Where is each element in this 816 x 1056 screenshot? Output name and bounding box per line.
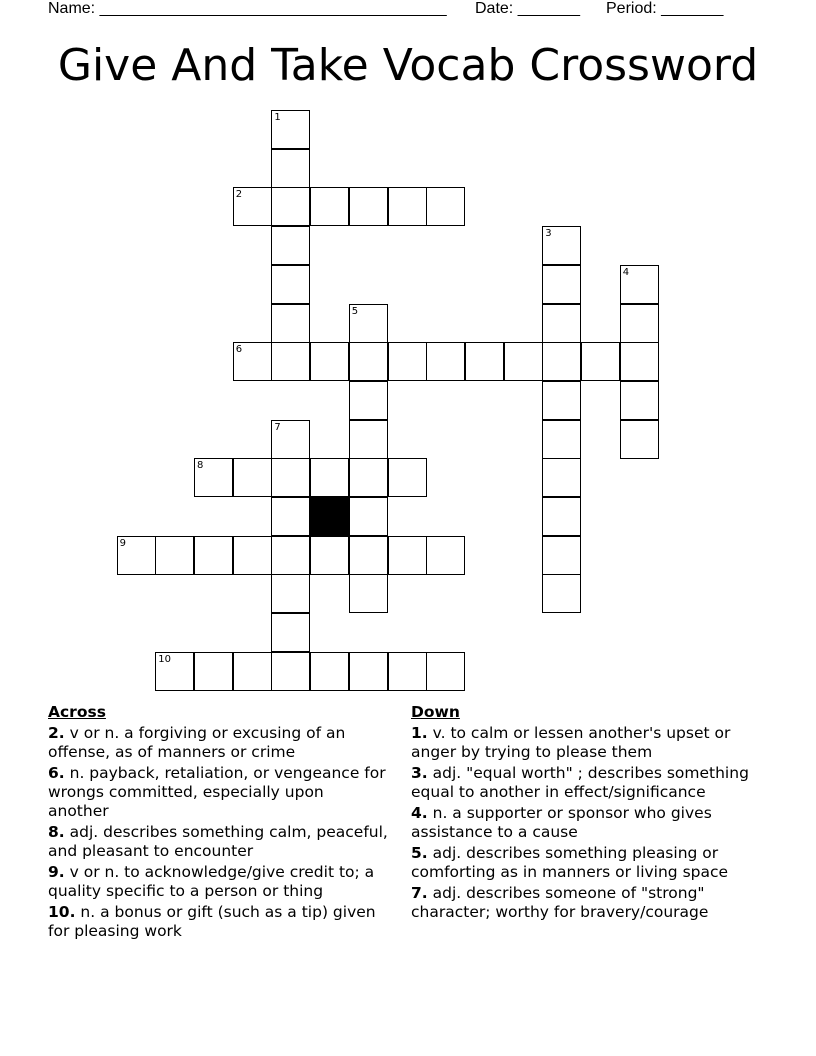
crossword-cell[interactable] — [542, 420, 581, 459]
down-clue-7: 7. adj. describes someone of "strong" character; worthy for bravery/courage — [411, 884, 709, 921]
crossword-cell[interactable] — [310, 187, 349, 226]
crossword-cell[interactable] — [542, 381, 581, 420]
crossword-cell[interactable] — [620, 304, 659, 343]
crossword-cell[interactable] — [349, 536, 388, 575]
crossword-cell[interactable] — [426, 536, 465, 575]
across-clues — [48, 703, 388, 943]
crossword-cell[interactable] — [349, 187, 388, 226]
crossword-cell[interactable] — [542, 574, 581, 613]
crossword-cell[interactable] — [581, 342, 620, 381]
crossword-cell[interactable] — [271, 110, 310, 149]
crossword-cell[interactable] — [271, 304, 310, 343]
crossword-cell[interactable] — [426, 187, 465, 226]
period-field[interactable]: Period: _______ — [606, 0, 724, 17]
down-clue-3: 3. adj. "equal worth" ; describes something equal to another in effect/significance — [411, 764, 749, 801]
crossword-cell[interactable] — [271, 458, 310, 497]
crossword-cell[interactable] — [233, 652, 272, 691]
crossword-cell[interactable] — [233, 342, 272, 381]
page-title: Give And Take Vocab Crossword — [57, 40, 759, 91]
clue-number: 4 — [622, 266, 630, 278]
crossword-cell[interactable] — [542, 536, 581, 575]
crossword-cell[interactable] — [388, 342, 427, 381]
crossword-cell[interactable] — [271, 613, 310, 652]
crossword-cell[interactable] — [310, 342, 349, 381]
clue-number: 1 — [274, 112, 281, 123]
clue-number: 10 — [158, 653, 172, 665]
crossword-cell[interactable] — [271, 149, 310, 188]
clue-number: 2 — [235, 189, 243, 201]
name-field[interactable]: Name: _______________________________________ — [48, 0, 447, 17]
clue-number: 7 — [274, 421, 281, 433]
crossword-cell[interactable] — [271, 342, 310, 381]
crossword-cell[interactable] — [310, 458, 349, 497]
crossword-cell[interactable] — [155, 652, 194, 691]
crossword-cell[interactable] — [620, 265, 659, 304]
clue-number: 6 — [235, 344, 243, 356]
across-clue-9: 9. v or n. to acknowledge/give credit to; a quality specific to a person or thing — [48, 863, 375, 900]
crossword-cell[interactable] — [271, 652, 310, 691]
crossword-cell[interactable] — [542, 497, 581, 536]
across-clue-2: 2. v or n. a forgiving or excusing of an offense, as of manners or crime — [48, 724, 346, 761]
crossword-cell[interactable] — [388, 536, 427, 575]
crossword-cell[interactable] — [349, 574, 388, 613]
crossword-cell[interactable] — [388, 187, 427, 226]
crossword-cell[interactable] — [542, 304, 581, 343]
clue-number: 3 — [545, 228, 552, 240]
crossword-cell[interactable] — [194, 458, 233, 497]
crossword-cell[interactable] — [349, 458, 388, 497]
crossword-cell[interactable] — [271, 574, 310, 613]
crossword-cell[interactable] — [271, 420, 310, 459]
across-heading: Across — [48, 703, 106, 721]
crossword-cell[interactable] — [233, 536, 272, 575]
crossword-cell[interactable] — [542, 342, 581, 381]
crossword-cell[interactable] — [465, 342, 504, 381]
crossword-cell[interactable] — [620, 420, 659, 459]
crossword-cell[interactable] — [426, 652, 465, 691]
crossword-cell[interactable] — [310, 652, 349, 691]
across-clue-10: 10. n. a bonus or gift (such as a tip) given for pleasing work — [48, 903, 376, 940]
crossword-cell[interactable] — [271, 265, 310, 304]
crossword-cell[interactable] — [155, 536, 194, 575]
crossword-cell[interactable] — [194, 652, 233, 691]
crossword-cell[interactable] — [271, 536, 310, 575]
crossword-cell[interactable] — [426, 342, 465, 381]
crossword-cell[interactable] — [349, 304, 388, 343]
clue-number: 9 — [119, 537, 126, 549]
date-field[interactable]: Date: _______ — [475, 0, 580, 17]
crossword-cell[interactable] — [117, 536, 156, 575]
crossword-cell[interactable] — [310, 536, 349, 575]
crossword-cell[interactable] — [388, 652, 427, 691]
crossword-cell[interactable] — [349, 420, 388, 459]
crossword-cell[interactable] — [271, 497, 310, 536]
crossword-cell[interactable] — [542, 226, 581, 265]
across-clue-8: 8. adj. describes something calm, peaceful, and pleasant to encounter — [48, 823, 388, 860]
clue-number: 5 — [351, 305, 359, 317]
crossword-cell[interactable] — [349, 652, 388, 691]
crossword-cell[interactable] — [504, 342, 543, 381]
crossword-cell[interactable] — [233, 458, 272, 497]
crossword-cell[interactable] — [620, 342, 659, 381]
crossword-cell[interactable] — [349, 497, 388, 536]
down-clues — [411, 703, 771, 924]
crossword-cell[interactable] — [349, 342, 388, 381]
crossword-cell[interactable] — [388, 458, 427, 497]
crossword-cell[interactable] — [349, 381, 388, 420]
down-clue-1: 1. v. to calm or lessen another's upset or anger by trying to please them — [411, 724, 731, 761]
crossword-cell[interactable] — [620, 381, 659, 420]
crossword-cell[interactable] — [271, 226, 310, 265]
across-clue-6: 6. n. payback, retaliation, or vengeance for wrongs committed, especially upon another — [48, 764, 386, 820]
crossword-cell[interactable] — [542, 458, 581, 497]
crossword-black-cell — [310, 497, 349, 536]
down-clue-4: 4. n. a supporter or sponsor who gives assistance to a cause — [411, 804, 712, 841]
crossword-cell[interactable] — [271, 187, 310, 226]
crossword-cell[interactable] — [542, 265, 581, 304]
crossword-cell[interactable] — [233, 187, 272, 226]
down-heading: Down — [411, 703, 460, 721]
clue-number: 8 — [197, 460, 204, 472]
crossword-cell[interactable] — [194, 536, 233, 575]
down-clue-5: 5. adj. describes something pleasing or comforting as in manners or living space — [411, 844, 729, 881]
